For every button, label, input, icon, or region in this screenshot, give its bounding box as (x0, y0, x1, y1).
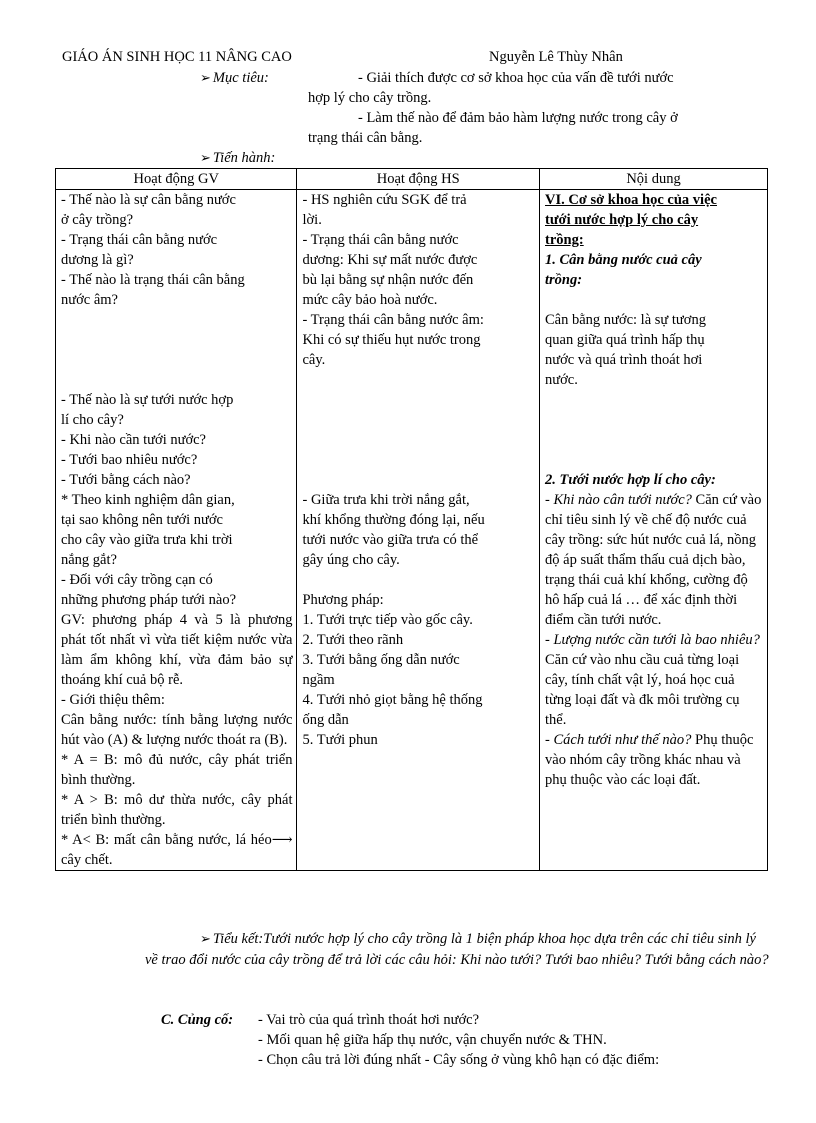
question-label: - Khi nào cân tưới nước? (545, 492, 692, 508)
objectives-label: Mục tiêu: (212, 70, 269, 86)
teacher-activity-cell (56, 190, 297, 871)
text-line: dương là gì? (61, 252, 134, 268)
text-line: khí khổng thường đóng lại, nếu (302, 512, 485, 528)
text-line: lí cho cây? (61, 412, 124, 428)
text-line: những phương pháp tưới nào? (61, 592, 237, 608)
text-line: gây úng cho cây. (302, 552, 400, 568)
procedure-label: Tiến hành: (212, 150, 276, 166)
text-line: - HS nghiên cứu SGK để trả (302, 192, 467, 208)
text-line: ở cây trồng? (61, 212, 134, 228)
text-line: Cân bằng nước: là sự tương (545, 312, 706, 328)
content-cell (540, 190, 768, 871)
section-title-line: VI. Cơ sở khoa học của việc (545, 192, 717, 208)
text-line: nước âm? (61, 292, 118, 308)
author-name: Nguyễn Lê Thùy Nhân (489, 49, 623, 65)
content-paragraph (545, 730, 763, 790)
question-label: - Cách tưới như thế nào? (545, 732, 692, 748)
column-header-content: Nội dung (540, 169, 768, 190)
text-line: - Đối với cây trồng cạn có (61, 572, 213, 588)
method-item: 3. Tưới bằng ống dẫn nước (302, 652, 460, 668)
text-line: - Trạng thái cân bằng nước (302, 232, 459, 248)
question-answer: Phụ thuộc vào nhóm cây trồng khác nhau và phụ thuộc vào các loại đất. (545, 732, 754, 788)
method-item: ống dẫn (302, 712, 349, 728)
text-line: - Khi nào cần tưới nước? (61, 432, 206, 448)
text-line: - Giữa trưa khi trời nắng gắt, (302, 492, 470, 508)
section-title-line: trồng: (545, 232, 584, 248)
method-item: 4. Tưới nhỏ giọt bằng hệ thống (302, 692, 483, 708)
water-balance-definition: Cân bằng nước: tính bằng lượng nước hút vào (A) & lượng nước thoát ra (B). (61, 712, 293, 748)
objective-item-rest: trạng thái cân bằng. (308, 130, 423, 146)
table-header-row (56, 169, 768, 190)
text-line: mức cây bảo hoà nước. (302, 292, 438, 308)
question-label: - Lượng nước cần tưới là bao nhiêu? (545, 632, 760, 648)
text-line: cây. (302, 352, 326, 368)
objective-row (200, 68, 770, 88)
method-item: ngầm (302, 672, 335, 688)
objective-item-first: - Giải thích được cơ sở khoa học của vấn đề tưới nước (358, 70, 674, 86)
document-header-title: GIÁO ÁN SINH HỌC 11 NÂNG CAO (62, 49, 292, 65)
objectives-section (200, 68, 770, 148)
table-row (56, 190, 768, 871)
intro-label: - Giới thiệu thêm: (61, 692, 165, 708)
subsection-title-line: trồng: (545, 272, 583, 288)
text-line: quan giữa quá trình hấp thụ (545, 332, 705, 348)
text-line: tại sao không nên tưới nước (61, 512, 223, 528)
text-line: bù lại bằng sự nhận nước đến (302, 272, 474, 288)
objective-item (308, 68, 770, 88)
review-item: - Mối quan hệ giữa hấp thụ nước, vận chuyển nước & THN. (258, 1032, 607, 1048)
text-line: Khi có sự thiếu hụt nước trong (302, 332, 481, 348)
text-line: nước và quá trình thoát hơi (545, 352, 703, 368)
method-item: 2. Tưới theo rãnh (302, 632, 404, 648)
procedure-label-wrap (200, 148, 275, 168)
objective-item-rest: hợp lý cho cây trồng. (308, 90, 432, 106)
review-item: - Vai trò của quá trình thoát hơi nước? (258, 1012, 480, 1028)
student-activity-cell (297, 190, 540, 871)
text-line: lời. (302, 212, 322, 228)
question-answer: Căn cứ vào nhu cầu cuả từng loại cây, tính chất vật lý, hoá học cuả từng loại đất và đk môi trường cụ thể. (545, 652, 740, 728)
arrowhead-bullet-icon: ➢ (200, 150, 211, 165)
text-line: nước. (545, 372, 578, 388)
summary-paragraph (145, 928, 770, 971)
text-line: * Theo kinh nghiệm dân gian, (61, 492, 235, 508)
text-line: dương: Khi sự mất nước được (302, 252, 478, 268)
text-line: - Thế nào là sự cân bằng nước (61, 192, 236, 208)
column-header-student: Hoạt động HS (297, 169, 540, 190)
question-answer: Căn cứ vào chỉ tiêu sinh lý về chế độ nước cuả cây trồng: sức hút nước cuả lá, nồng độ áp suất thẩm thấu cuả dịch bào, trạng thái cuả khí khổng, cường độ hô hấp cuả lá … để xác định thời điểm cần tưới nước. (545, 492, 762, 628)
objective-item-first: - Làm thế nào để đảm bảo hàm lượng nước trong cây ở (358, 110, 678, 126)
method-item: 1. Tưới trực tiếp vào gốc cây. (302, 612, 473, 628)
method-item: 5. Tưới phun (302, 732, 378, 748)
lesson-activity-table (55, 168, 768, 871)
text-line: - Tưới bằng cách nào? (61, 472, 191, 488)
review-label: C. Củng cố: (161, 1012, 234, 1028)
arrowhead-bullet-icon: ➢ (200, 931, 211, 946)
text-line: - Thế nào là trạng thái cân bằng (61, 272, 245, 288)
text-line: - Tưới bao nhiêu nước? (61, 452, 198, 468)
text-line: cho cây vào giữa trưa khi trời (61, 532, 233, 548)
subsection-title-line: 1. Cân bằng nước cuả cây (545, 252, 702, 268)
summary-section (145, 928, 770, 971)
text-line: - Trạng thái cân bằng nước âm: (302, 312, 484, 328)
content-paragraph (545, 490, 763, 630)
review-list (258, 1010, 778, 1070)
subsection-title-line: 2. Tưới nước hợp lí cho cây: (545, 472, 716, 488)
balance-case: * A > B: mô dư thừa nước, cây phát triển bình thường. (61, 792, 293, 828)
column-header-teacher: Hoạt động GV (56, 169, 297, 190)
text-line: tưới nước vào giữa trưa có thể (302, 532, 479, 548)
summary-label: Tiểu kết: (212, 931, 264, 947)
review-item: - Chọn câu trả lời đúng nhất - Cây sống ở vùng khô hạn có đặc điểm: (258, 1052, 660, 1068)
teacher-note: GV: phương pháp 4 và 5 là phương phát tốt nhất vì vừa tiết kiệm nước vừa làm ẩm không khí, vừa đảm bảo sự thoáng khí cuả bộ rễ. (61, 612, 293, 688)
section-title-line: tưới nước hợp lý cho cây (545, 212, 699, 228)
methods-title: Phương pháp: (302, 592, 384, 608)
text-line: - Thế nào là sự tưới nước hợp (61, 392, 234, 408)
objectives-label-wrap (200, 68, 308, 88)
arrowhead-bullet-icon: ➢ (200, 70, 211, 85)
summary-text: Tưới nước hợp lý cho cây trồng là 1 biện pháp khoa học dựa trên các chỉ tiêu sinh lý về trao đổi nước của cây trồng để trả lời các câu hỏi: Khi nào tưới? Tưới bao nhiêu? Tưới bằng cách nào? (145, 931, 769, 968)
balance-case: * A< B: mất cân bằng nước, lá héo⟶ cây chết. (61, 832, 293, 868)
balance-case: * A = B: mô đủ nước, cây phát triển bình thường. (61, 752, 293, 788)
text-line: - Trạng thái cân bằng nước (61, 232, 218, 248)
content-paragraph (545, 630, 763, 730)
text-line: nắng gắt? (61, 552, 117, 568)
